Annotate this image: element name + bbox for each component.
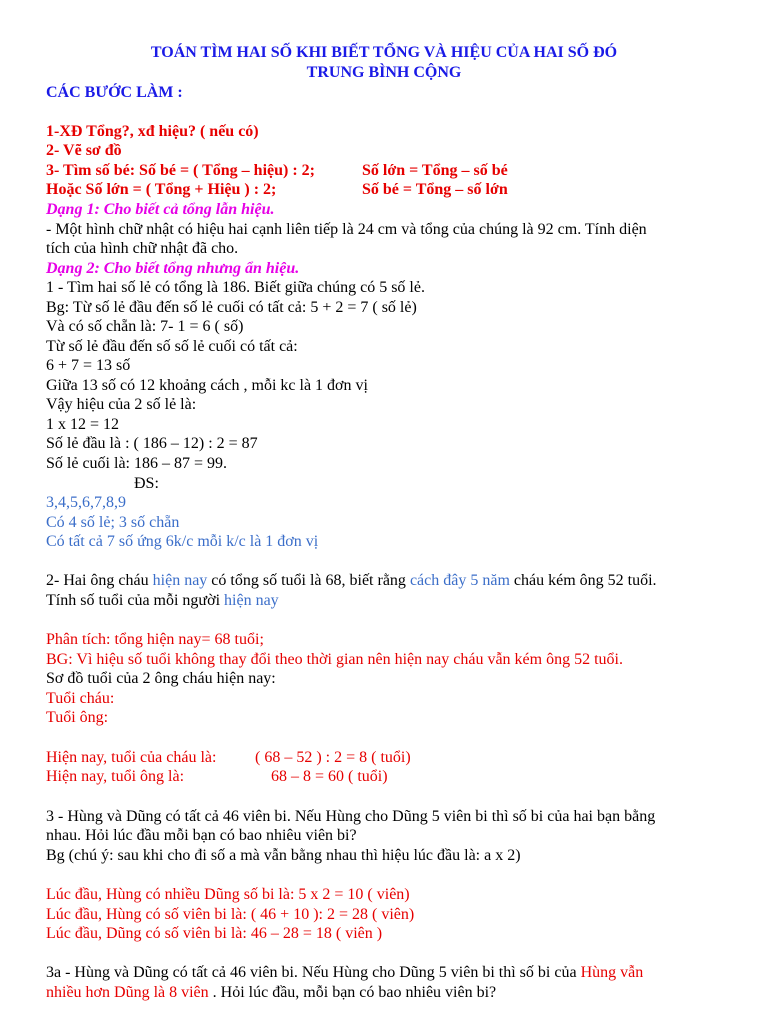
result-formula: ( 68 – 52 ) : 2 = 8 ( tuổi) (255, 749, 411, 766)
problem-3a-highlight: Hùng vẫn (580, 964, 644, 981)
dang-2-heading: Dạng 2: Cho biết tổng nhưng ẩn hiệu. (46, 260, 300, 277)
problem-3a-text: . Hỏi lúc đầu, mỗi bạn có bao nhiêu viên bi? (208, 984, 497, 1001)
step-2: 2- Vẽ sơ đồ (46, 142, 122, 159)
dang-2-line: Giữa 13 số có 12 khoảng cách , mỗi kc là 1 đơn vị (46, 377, 368, 394)
problem-3a-text: 3a - Hùng và Dũng có tất cả 46 viên bi. Nếu Hùng cho Dũng 5 viên bi thì số bi của (46, 964, 581, 981)
step-4 (46, 180, 508, 200)
result-label: Hiện nay, tuổi ông là: (46, 768, 185, 785)
problem-2-text: có tổng số tuổi là 68, biết rằng (207, 572, 410, 589)
dang-1-line-2: tích của hình chữ nhật đã cho. (46, 240, 239, 257)
grandfather-age-label: Tuổi ông: (46, 709, 109, 726)
problem-2-analysis: Phân tích: tổng hiện nay= 68 tuổi; (46, 631, 264, 648)
result-label: Hiện nay, tuổi của cháu là: (46, 749, 217, 766)
dang-1-line-1: - Một hình chữ nhật có hiệu hai cạnh liên tiếp là 24 cm và tổng của chúng là 92 cm. Tính diện (46, 221, 647, 238)
problem-3-answer: Lúc đầu, Hùng có nhiều Dũng số bi là: 5 x 2 = 10 ( viên) (46, 886, 410, 903)
problem-2-text: cháu kém ông 52 tuổi. (509, 572, 657, 589)
dang-2-line: 6 + 7 = 13 số (46, 357, 131, 374)
note-line: Có tất cả 7 số ứng 6k/c mỗi k/c là 1 đơn vị (46, 533, 319, 550)
dang-2-line: Và có số chẵn là: 7- 1 = 6 ( số) (46, 318, 244, 335)
step-4-small: Số bé = Tổng – số lớn (362, 181, 508, 198)
problem-2-text: Tính số tuổi của mỗi người (46, 592, 225, 609)
dang-1-heading: Dạng 1: Cho biết cả tổng lẫn hiệu. (46, 201, 275, 218)
dang-2-line: 1 x 12 = 12 (46, 416, 120, 433)
step-3 (46, 161, 508, 181)
grandfather-age-result (46, 767, 388, 787)
step-1: 1-XĐ Tổng?, xđ hiệu? ( nếu có) (46, 123, 259, 140)
problem-3a-line-2 (46, 983, 496, 1003)
problem-2-highlight: cách đây 5 năm (409, 572, 510, 589)
problem-2-text: 2- Hai ông cháu (46, 572, 153, 589)
dang-2-line: Số lẻ cuối là: 186 – 87 = 99. (46, 455, 228, 472)
problem-2-highlight: hiện nay (152, 572, 208, 589)
problem-2-solution: BG: Vì hiệu số tuổi không thay đổi theo thời gian nên hiện nay cháu vẫn kém ông 52 tuổi. (46, 651, 623, 668)
problem-3-answer: Lúc đầu, Dũng có số viên bi là: 46 – 28 = 18 ( viên ) (46, 925, 383, 942)
step-3-small: 3- Tìm số bé: Số bé = ( Tổng – hiệu) : 2; (46, 162, 315, 179)
grandchild-age-result (46, 748, 411, 768)
problem-3a-line-1 (46, 963, 643, 983)
dang-2-line: Bg: Từ số lẻ đầu đến số lẻ cuối có tất cả: 5 + 2 = 7 ( số lẻ) (46, 299, 417, 316)
title-line-2: TRUNG BÌNH CỘNG (306, 64, 462, 81)
problem-3a-highlight: nhiều hơn Dũng là 8 viên (46, 984, 209, 1001)
problem-2-diagram-label: Sơ đồ tuổi của 2 ông cháu hiện nay: (46, 670, 276, 687)
problem-3-line-2: nhau. Hỏi lúc đầu mỗi bạn có bao nhiêu viên bi? (46, 827, 357, 844)
problem-2-line-2 (46, 591, 279, 611)
result-formula: 68 – 8 = 60 ( tuổi) (271, 768, 388, 785)
problem-3-hint: Bg (chú ý: sau khi cho đi số a mà vẫn bằng nhau thì hiệu lúc đầu là: a x 2) (46, 847, 521, 864)
title-line-1: TOÁN TÌM HAI SỐ KHI BIẾT TỔNG VÀ HIỆU CỦA HAI SỐ ĐÓ (150, 44, 618, 61)
problem-2-line-1 (46, 571, 657, 591)
problem-2-highlight: hiện nay (224, 592, 279, 609)
dang-2-line: Số lẻ đầu là : ( 186 – 12) : 2 = 87 (46, 435, 258, 452)
dang-2-line: 1 - Tìm hai số lẻ có tổng là 186. Biết giữa chúng có 5 số lẻ. (46, 279, 425, 296)
problem-3-line-1: 3 - Hùng và Dũng có tất cả 46 viên bi. Nếu Hùng cho Dũng 5 viên bi thì số bi của hai bạn bằng (46, 808, 656, 825)
step-4-large: Hoặc Số lớn = ( Tổng + Hiệu ) : 2; (46, 181, 277, 198)
dang-2-line: Vậy hiệu của 2 số lẻ là: (46, 396, 197, 413)
answer-label: ĐS: (134, 475, 159, 492)
grandchild-age-label: Tuổi cháu: (46, 690, 115, 707)
problem-3-answer: Lúc đầu, Hùng có số viên bi là: ( 46 + 10 ): 2 = 28 ( viên) (46, 906, 415, 923)
note-line: 3,4,5,6,7,8,9 (46, 494, 126, 511)
steps-heading: CÁC BƯỚC LÀM : (46, 84, 183, 101)
note-line: Có 4 số lẻ; 3 số chẵn (46, 514, 180, 531)
dang-2-line: Từ số lẻ đầu đến số số lẻ cuối có tất cả: (46, 338, 298, 355)
step-3-large: Số lớn = Tổng – số bé (362, 162, 508, 179)
